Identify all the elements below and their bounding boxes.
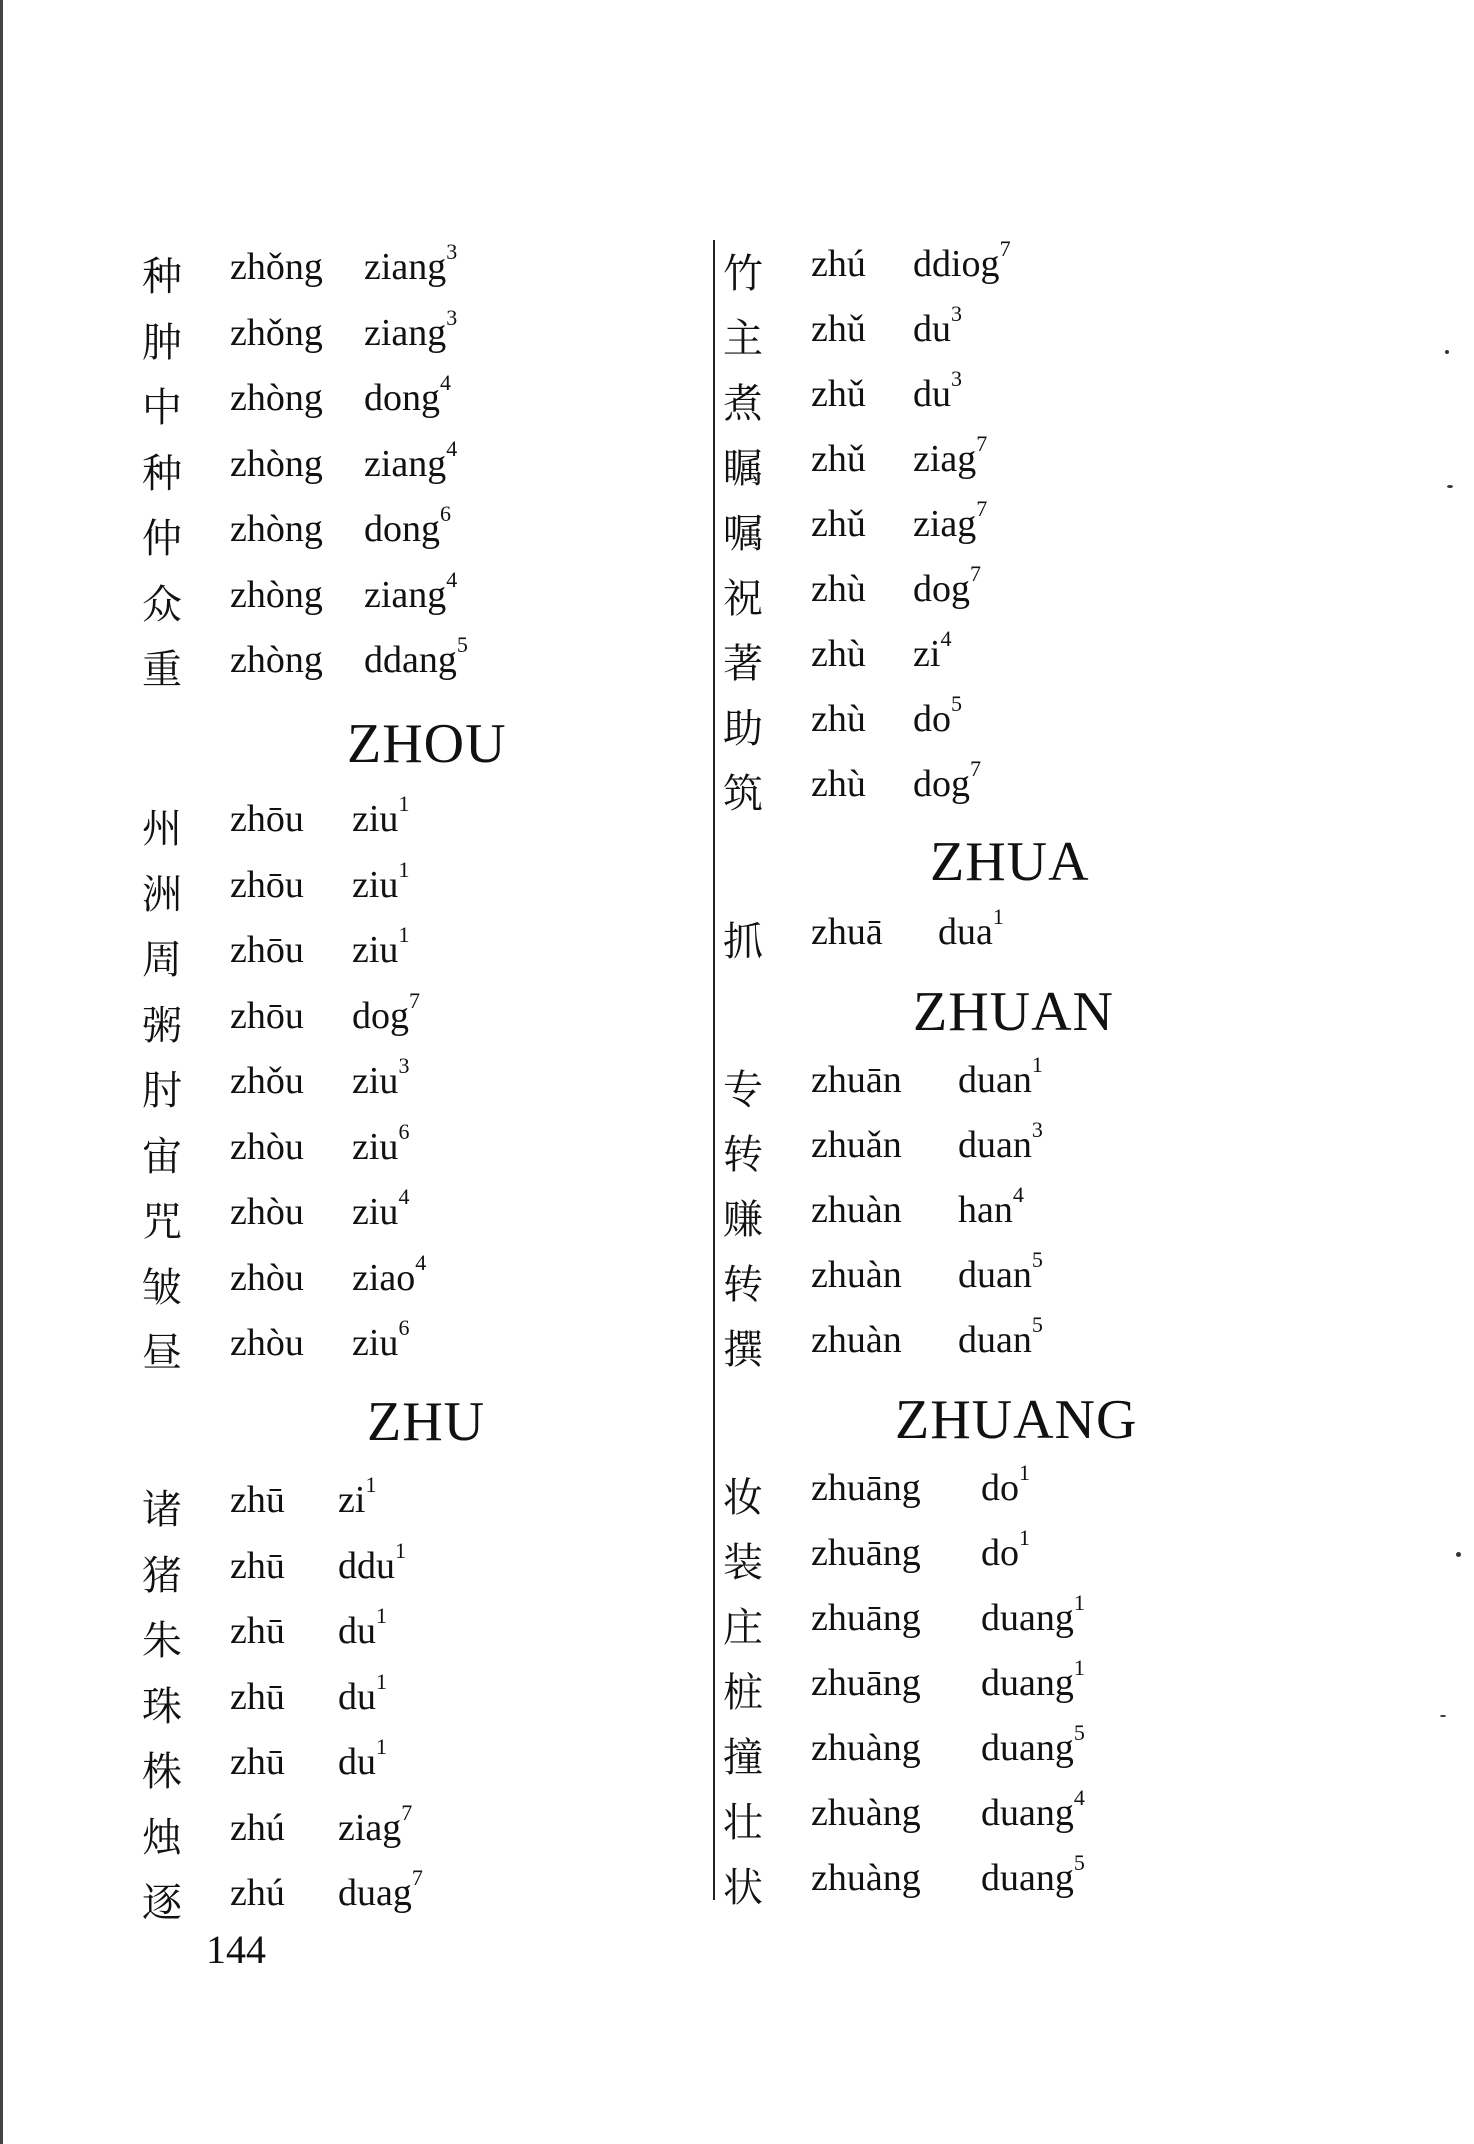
entry-dialect: ziu$^1$ — [352, 922, 410, 971]
entry-dialect: dog$^7$ — [352, 987, 420, 1037]
entry-pinyin: zhuāng — [811, 1467, 921, 1509]
entry-dialect: duang$^1$ — [981, 1590, 1085, 1639]
entry-pinyin: zhǔ — [811, 503, 866, 545]
entry-pinyin: zhù — [811, 763, 866, 805]
entry-dialect: ziang$^4$ — [364, 566, 458, 616]
entry-dialect: $do^1$ — [981, 1460, 1030, 1509]
entry-character: 赚 — [723, 1197, 763, 1243]
scan-speck — [1445, 350, 1449, 354]
entry-character: 中 — [142, 385, 182, 431]
section-heading-zhua: ZHUA — [930, 831, 1090, 893]
entry-tone: 1 — [365, 1472, 377, 1498]
entry-tone: 5 — [1073, 1850, 1085, 1876]
entry-tone: 4 — [398, 1184, 410, 1210]
entry-pinyin: zhū — [230, 1741, 285, 1783]
entry-dialect: duang$^5$ — [981, 1720, 1085, 1769]
entry-character: 主 — [723, 316, 763, 362]
entry-pinyin: zhuàng — [811, 1792, 921, 1834]
entry-dialect: ddu$^1$ — [338, 1537, 406, 1587]
entry-dialect: ziu$^6$ — [352, 1118, 410, 1168]
entry-dialect: $do^5$ — [913, 691, 962, 740]
entry-dialect: $do^1$ — [981, 1525, 1030, 1574]
entry-character: 助 — [723, 706, 763, 752]
entry-dialect: $du^1$ — [338, 1734, 387, 1783]
entry-pinyin: zhuàn — [811, 1254, 902, 1296]
entry-character: 庄 — [723, 1605, 763, 1651]
entry-character: 仲 — [142, 516, 182, 562]
entry-pinyin: zhuǎn — [811, 1124, 902, 1166]
entry-dialect: dong$^6$ — [364, 501, 451, 550]
entry-character: 煮 — [723, 381, 763, 427]
entry-dialect: duan$^5$ — [958, 1247, 1043, 1296]
entry-tone: 4 — [440, 370, 451, 396]
entry-character: 壮 — [723, 1800, 763, 1846]
entry-character: 肿 — [142, 319, 182, 366]
entry-character: 桩 — [723, 1670, 763, 1716]
entry-pinyin: zhòng — [230, 639, 323, 681]
entry-character: 株 — [142, 1749, 182, 1795]
scan-speck — [1456, 1552, 1461, 1557]
entry-character: 祝 — [723, 576, 763, 622]
entry-character: 转 — [723, 1132, 763, 1178]
entry-dialect: han$^4$ — [958, 1182, 1024, 1231]
entry-dialect: duang$^1$ — [981, 1655, 1085, 1704]
page-edge — [0, 0, 3, 2144]
entry-dialect: $du^1$ — [338, 1603, 387, 1652]
entry-dialect: dong$^4$ — [364, 370, 451, 419]
entry-dialect: duan$^5$ — [958, 1312, 1043, 1361]
scan-speck — [1440, 1715, 1446, 1717]
entry-character: 嘱 — [723, 511, 763, 557]
entry-dialect: ziu$^1$ — [352, 791, 410, 840]
entry-dialect: ziag$^7$ — [913, 496, 988, 545]
entry-tone: 4 — [446, 435, 458, 461]
entry-tone: 4 — [1073, 1785, 1085, 1811]
entry-tone: 7 — [970, 756, 981, 782]
entry-tone: 1 — [1019, 1460, 1030, 1486]
entry-dialect: dua$^1$ — [938, 904, 1004, 953]
entry-dialect: ziu$^6$ — [352, 1315, 410, 1364]
entry-character: 烛 — [142, 1814, 182, 1861]
entry-dialect: duan$^3$ — [958, 1117, 1043, 1166]
entry-tone: 5 — [1031, 1247, 1043, 1273]
entry-tone: 1 — [1073, 1590, 1085, 1616]
entry-character: 周 — [142, 937, 182, 983]
entry-pinyin: zhòng — [230, 442, 323, 485]
entry-character: 逐 — [142, 1880, 182, 1926]
entry-tone: 1 — [398, 922, 410, 948]
entry-character: 咒 — [142, 1199, 182, 1245]
entry-dialect: $du^3$ — [913, 301, 962, 350]
entry-character: 猪 — [142, 1552, 182, 1599]
entry-pinyin: zhū — [230, 1675, 285, 1718]
section-heading-zhuan: ZHUAN — [913, 981, 1114, 1043]
entry-tone: 7 — [976, 496, 988, 522]
entry-tone: 5 — [456, 632, 468, 658]
entry-tone: 1 — [376, 1734, 387, 1760]
entry-pinyin: zhòu — [230, 1256, 304, 1299]
entry-dialect: duan$^1$ — [958, 1052, 1043, 1101]
entry-pinyin: zhòng — [230, 377, 323, 419]
entry-tone: 4 — [446, 566, 458, 592]
entry-pinyin: zhuàng — [811, 1727, 921, 1769]
entry-tone: 7 — [409, 987, 420, 1013]
entry-character: 著 — [723, 641, 763, 687]
entry-dialect: ziu$^1$ — [352, 856, 410, 906]
entry-pinyin: zhū — [230, 1544, 285, 1587]
entry-character: 转 — [723, 1262, 763, 1308]
entry-dialect: duang$^4$ — [981, 1785, 1085, 1834]
entry-dialect: duag$^7$ — [338, 1865, 423, 1914]
entry-tone: 4 — [940, 626, 952, 652]
entry-tone: 1 — [398, 791, 410, 817]
entry-tone: 1 — [992, 904, 1004, 930]
entry-dialect: duang$^5$ — [981, 1850, 1085, 1899]
entry-tone: 4 — [415, 1249, 427, 1275]
entry-pinyin: zhuāng — [811, 1532, 921, 1574]
entry-character: 粥 — [142, 1002, 182, 1049]
page-number: 144 — [206, 1927, 266, 1972]
entry-pinyin: zhōu — [230, 863, 304, 906]
entry-character: 宙 — [142, 1133, 182, 1180]
entry-pinyin: zhòu — [230, 1125, 304, 1168]
entry-pinyin: zhòng — [230, 573, 323, 616]
entry-pinyin: zhù — [811, 568, 866, 610]
entry-tone: 3 — [398, 1053, 410, 1079]
entry-character: 州 — [142, 806, 182, 852]
entry-tone: 5 — [951, 691, 962, 717]
entry-character: 妆 — [723, 1475, 763, 1521]
entry-pinyin: zhuāng — [811, 1597, 921, 1639]
entry-dialect: ddang$^5$ — [364, 632, 468, 681]
entry-pinyin: zhù — [811, 633, 866, 675]
entry-dialect: ziang$^3$ — [364, 239, 458, 288]
entry-character: 瞩 — [723, 446, 763, 492]
entry-pinyin: zhū — [230, 1479, 285, 1521]
entry-dialect: ziang$^4$ — [364, 435, 458, 485]
entry-character: 抓 — [723, 919, 763, 965]
entry-character: 洲 — [142, 871, 182, 918]
entry-pinyin: zhuā — [811, 911, 883, 953]
entry-pinyin: zhuāng — [811, 1662, 921, 1704]
entry-tone: 5 — [1031, 1312, 1043, 1338]
entry-character: 种 — [142, 450, 182, 497]
entry-pinyin: zhuàn — [811, 1189, 902, 1231]
entry-dialect: ziang$^3$ — [364, 304, 458, 354]
entry-tone: 3 — [1031, 1117, 1043, 1143]
section-heading-zhu: ZHU — [367, 1391, 486, 1453]
entry-dialect: $zi^4$ — [913, 626, 952, 675]
entry-character: 皱 — [142, 1264, 182, 1311]
entry-character: 撰 — [723, 1327, 763, 1373]
entry-dialect: $zi^1$ — [338, 1472, 377, 1521]
entry-character: 重 — [142, 647, 182, 693]
entry-tone: 6 — [398, 1118, 410, 1144]
entry-character: 装 — [723, 1540, 763, 1586]
entry-character: 筑 — [723, 771, 763, 817]
entry-tone: 5 — [1073, 1720, 1085, 1746]
entry-tone: 7 — [976, 431, 988, 457]
entry-dialect: ziag$^7$ — [338, 1799, 413, 1849]
entry-pinyin: zhǔ — [811, 373, 866, 415]
entry-pinyin: zhuàng — [811, 1857, 921, 1899]
entry-tone: 3 — [951, 301, 962, 327]
entry-tone: 7 — [411, 1865, 423, 1891]
entry-pinyin: zhuān — [811, 1059, 902, 1101]
entry-tone: 7 — [401, 1799, 413, 1825]
entry-pinyin: zhǒu — [230, 1060, 304, 1102]
entry-pinyin: zhū — [230, 1610, 285, 1652]
entry-character: 状 — [723, 1865, 763, 1911]
section-heading-zhou: ZHOU — [347, 713, 507, 775]
entry-character: 昼 — [142, 1330, 182, 1376]
entry-tone: 1 — [1031, 1052, 1043, 1078]
entry-character: 专 — [723, 1067, 763, 1113]
entry-tone: 6 — [440, 501, 451, 527]
entry-tone: 7 — [970, 561, 981, 587]
entry-pinyin: zhòu — [230, 1322, 304, 1364]
entry-tone: 1 — [1073, 1655, 1085, 1681]
entry-dialect: dog$^7$ — [913, 561, 981, 610]
entry-pinyin: zhǒng — [230, 246, 323, 288]
entry-pinyin: zhǔ — [811, 308, 866, 350]
entry-pinyin: zhǔ — [811, 438, 866, 480]
entry-pinyin: zhuàn — [811, 1319, 902, 1361]
entry-character: 竹 — [723, 251, 763, 297]
entry-dialect: ddiog$^7$ — [913, 236, 1011, 285]
entry-character: 朱 — [142, 1618, 182, 1664]
entry-dialect: dog$^7$ — [913, 756, 981, 805]
entry-dialect: ziu$^3$ — [352, 1053, 410, 1102]
entry-pinyin: zhú — [230, 1872, 285, 1914]
entry-dialect: $du^3$ — [913, 366, 962, 415]
entry-character: 撞 — [723, 1735, 763, 1781]
entry-character: 众 — [142, 581, 182, 628]
entry-pinyin: zhǒng — [230, 311, 323, 354]
section-heading-zhuang: ZHUANG — [895, 1389, 1138, 1451]
entry-character: 肘 — [142, 1068, 182, 1114]
entry-tone: 7 — [999, 236, 1011, 262]
entry-tone: 1 — [376, 1668, 387, 1694]
scan-speck — [1447, 485, 1453, 488]
entry-tone: 1 — [398, 856, 410, 882]
entry-tone: 3 — [446, 304, 458, 330]
entry-pinyin: zhōu — [230, 994, 304, 1037]
entry-pinyin: zhōu — [230, 929, 304, 971]
entry-tone: 3 — [446, 239, 458, 265]
entry-dialect: ziu$^4$ — [352, 1184, 410, 1233]
entry-character: 种 — [142, 254, 182, 300]
entry-tone: 4 — [1012, 1182, 1024, 1208]
entry-dialect: ziao$^4$ — [352, 1249, 427, 1299]
entry-tone: 1 — [376, 1603, 387, 1629]
entry-pinyin: zhōu — [230, 798, 304, 840]
entry-tone: 6 — [398, 1315, 410, 1341]
entry-pinyin: zhú — [230, 1806, 285, 1849]
entry-pinyin: zhú — [811, 243, 866, 285]
entry-character: 珠 — [142, 1683, 182, 1730]
entry-pinyin: zhù — [811, 698, 866, 740]
entry-pinyin: zhòu — [230, 1191, 304, 1233]
entry-dialect: $du^1$ — [338, 1668, 387, 1718]
entry-dialect: ziag$^7$ — [913, 431, 988, 480]
entry-character: 诸 — [142, 1487, 182, 1533]
entry-tone: 1 — [1019, 1525, 1030, 1551]
entry-tone: 1 — [395, 1537, 406, 1563]
column-divider — [713, 240, 715, 1900]
entry-pinyin: zhòng — [230, 508, 323, 550]
entry-tone: 3 — [951, 366, 962, 392]
